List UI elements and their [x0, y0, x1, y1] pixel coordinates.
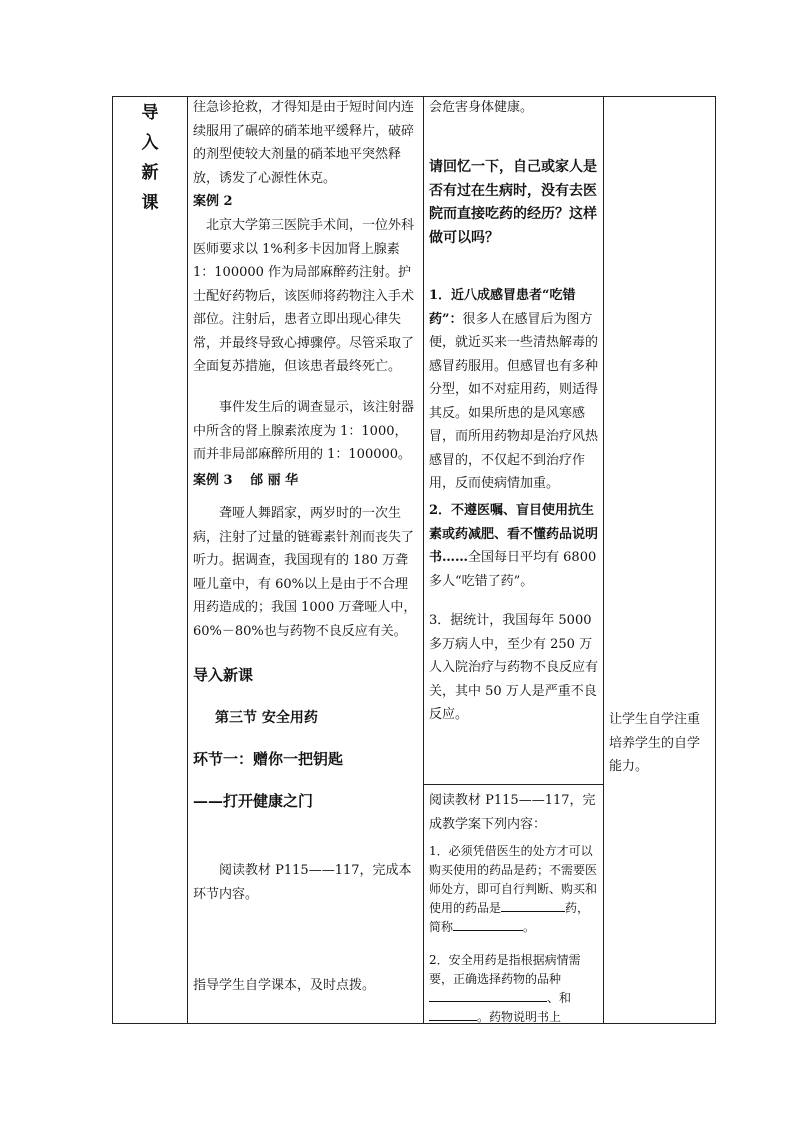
item1 — [429, 284, 599, 496]
item2-body: 全国每日平均有 6800 多人“吃错了药”。 — [429, 550, 597, 589]
blank-3 — [429, 989, 547, 1002]
guide-text: 指导学生自学课本，及时点拨。 — [193, 978, 376, 993]
item2-title: 2．不遵医嘱、盲目使用抗生素或药减肥、看不懂药品说明书…… — [429, 503, 599, 565]
blank-4 — [429, 1008, 477, 1021]
lesson-table — [112, 96, 716, 1024]
reflection-question: 请回忆一下，自己或家人是否有过在生病时，没有去医院而直接吃药的经历？这样做可以吗？ — [429, 159, 597, 246]
case2-body: 北京大学第三医院手术间，一位外科医师要求以 1%利多卡因加肾上腺素 1：100000 作为局部麻醉药注射。护士配好药物后，该医师将药物注入手术部位。注射后，患者立即出现心律失常，并最终导致心搏骤停。尽管采取了全面复苏措施，但该患者最终死亡。 — [193, 218, 415, 374]
col3-row-divider — [423, 784, 603, 785]
blank-1 — [501, 899, 565, 912]
read-instruction: 阅读教材 P115——117，完成本环节内容。 — [193, 863, 412, 902]
item1-body: 很多人在感冒后为图方便，就近买来一些清热解毒的感冒药服用。但感冒也有多种分型，如不对症用药，则适得其反。如果所患的是风寒感冒，而所用药物却是治疗风热感冒的，不仅起不到治疗作用，反而使病情加重。 — [429, 311, 599, 491]
item1-title: 1．近八成感冒患者“吃错药”： — [429, 288, 576, 327]
column-divider-3 — [603, 96, 604, 1024]
section-title: 第三节 安全用药 — [215, 710, 318, 726]
intro-heading: 导入新课 — [193, 666, 254, 684]
fill1-text-a: 1．必须凭借医生的处方才可以购买使用的药品是药；不需要医师处方，即可自行判断、购买和使用的药品是 — [429, 844, 598, 915]
case2-followup: 事件发生后的调查显示，该注射器中所含的肾上腺素浓度为 1：1000，而并非局部麻醉所用的 1：100000。 — [193, 400, 415, 462]
column-divider-1 — [187, 96, 188, 1024]
case2-title: 案例 2 — [193, 194, 233, 209]
fill1-text-end: 。 — [523, 920, 536, 934]
item3: 3．据统计，我国每年 5000 多万病人中，至少有 250 万人入院治疗与药物不良反应有关，其中 50 万人是严重不良反应。 — [429, 613, 599, 722]
stage-char-1: 导 — [141, 103, 159, 123]
link1-subtitle: ——打开健康之门 — [193, 792, 314, 810]
item2 — [429, 499, 599, 593]
case1-continuation: 往急诊抢救，才得知是由于短时间内连续服用了碾碎的硝苯地平缓释片，破碎的剂型使较大剂量的硝苯地平突然释放，诱发了心源性休克。 — [193, 100, 415, 186]
stage-char-3: 新 — [141, 163, 159, 183]
case3-title: 案例 3 邰 丽 华 — [193, 473, 299, 488]
stage-char-2: 入 — [141, 133, 159, 153]
fill2-text-a: 2．安全用药是指根据病情需要，正确选择药物的品种 — [429, 953, 581, 986]
fill2-sep: 、 — [547, 991, 560, 1005]
design-note: 让学生自学注重培养学生的自学能力。 — [609, 712, 701, 774]
case3-body: 聋哑人舞蹈家，两岁时的一次生病，注射了过量的链霉素针剂而丧失了听力。据调查，我国现有的 180 万聋哑儿童中，有 60%以上是由于不合理用药造成的；我国 1000 万聋哑人中，60%－80%也与药物不良反应有关。 — [193, 506, 417, 639]
fill2-text-b: 和 — [559, 991, 572, 1005]
link1-title: 环节一：赠你一把钥匙 — [193, 750, 344, 768]
stage-char-4: 课 — [141, 193, 159, 213]
table-border-left — [112, 96, 113, 1024]
fill-in-2 — [429, 951, 599, 1027]
table-border-right — [715, 96, 716, 1024]
blank-2 — [453, 918, 523, 931]
fill1-text-b: 药，简称 — [429, 901, 590, 934]
read-task: 阅读教材 P115——117，完成教学案下列内容： — [429, 793, 596, 832]
column-divider-2 — [423, 96, 424, 1024]
fill-in-1 — [429, 842, 599, 937]
table-border-bottom — [112, 1023, 716, 1024]
fill2-text-c: 。药物说明书上 — [477, 1010, 562, 1024]
col3-continuation: 会危害身体健康。 — [429, 100, 534, 115]
